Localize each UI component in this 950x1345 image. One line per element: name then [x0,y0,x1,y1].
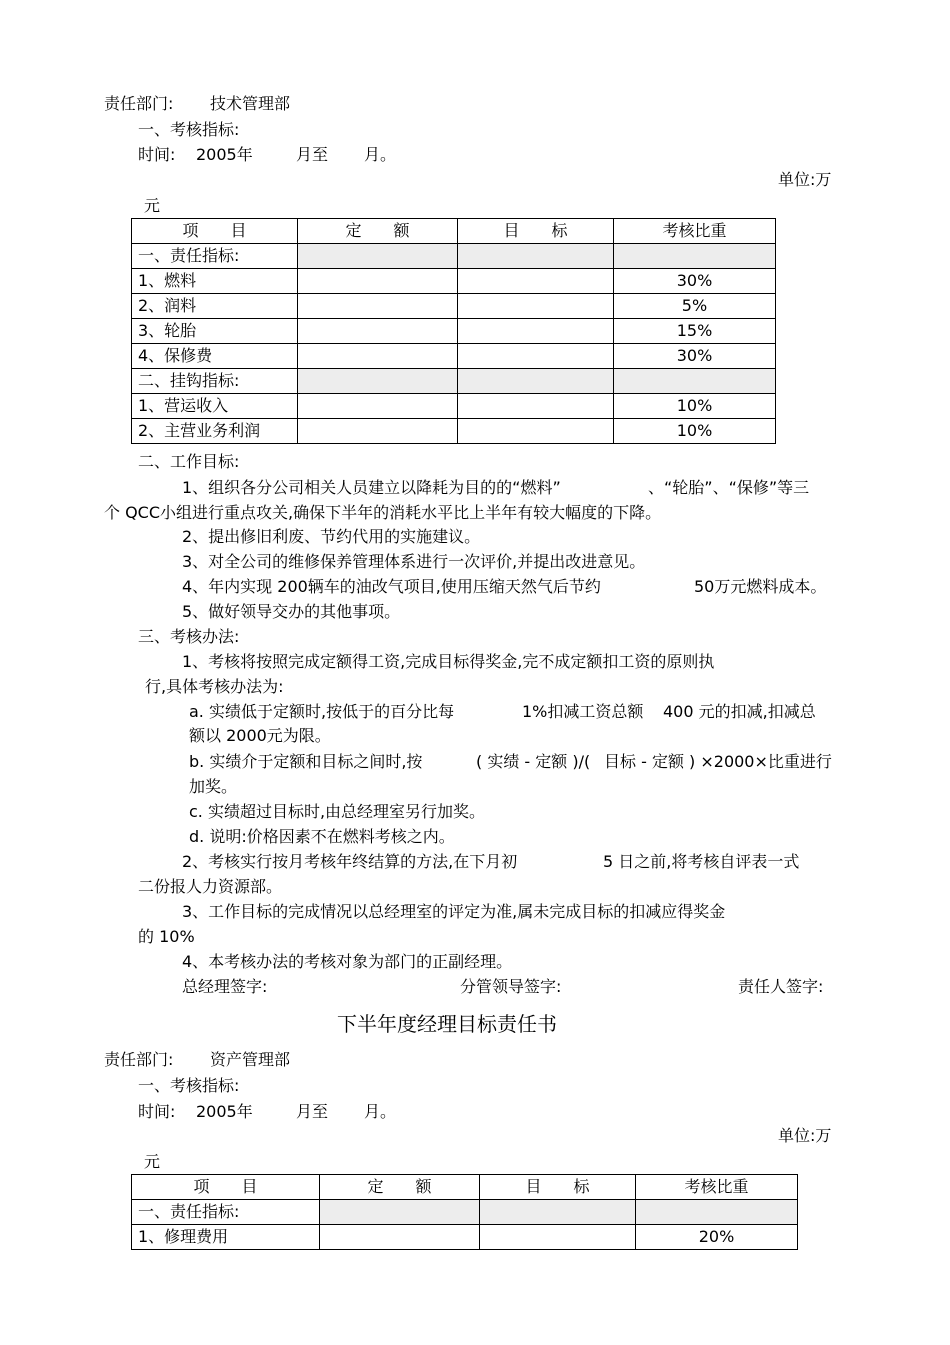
row-quota [298,344,458,369]
method-b-line1-part-a: b. 实绩介于定额和目标之间时,按 [189,752,423,771]
row-quota [320,1225,480,1250]
row-item: 2、主营业务利润 [132,419,298,444]
method-b-line1-part-c: 目标 - 定额 ) ×2000×比重进行 [604,752,832,771]
row-target [480,1200,636,1225]
method-b-line1-part-b: ( 实绩 - 定额 )/( [476,752,591,771]
dept-label: 责任部门: [104,94,174,113]
goal-1-part-b: 、“轮胎”、“保修”等三 [648,478,810,497]
goal-5: 5、做好领导交办的其他事项。 [182,602,401,621]
goal-4-part-b: 50万元燃料成本。 [694,577,827,596]
indicator-table-2 [131,1174,798,1250]
method-d: d. 说明:价格因素不在燃料考核之内。 [189,827,455,846]
time-month-to-2: 月。 [364,1102,397,1121]
header-quota: 定 额 [320,1175,480,1200]
table-header-row [132,1175,798,1200]
goal-1-part-a: 1、组织各分公司相关人员建立以降耗为目的的“燃料” [182,478,561,497]
row-target [458,294,614,319]
header-quota: 定 额 [298,219,458,244]
row-item: 一、责任指标: [132,244,298,269]
time-label: 时间: [138,145,176,164]
row-quota [298,294,458,319]
method-c: c. 实绩超过目标时,由总经理室另行加奖。 [189,802,486,821]
signature-supervising-leader: 分管领导签字: [460,977,562,996]
method-b-line2: 加奖。 [189,777,238,796]
row-quota [298,394,458,419]
table-row [132,344,776,369]
header-target: 目 标 [458,219,614,244]
method-4: 4、本考核办法的考核对象为部门的正副经理。 [182,952,513,971]
unit-tail: 元 [144,196,161,215]
time-year: 2005年 [196,145,253,164]
method-1-part-b: 行,具体考核办法为: [145,677,284,696]
row-target [458,269,614,294]
method-2-part-c: 二份报人力资源部。 [138,877,283,896]
section-assessment-method: 三、考核办法: [138,627,240,646]
goal-3: 3、对全公司的维修保养管理体系进行一次评价,并提出改进意见。 [182,552,646,571]
time-month-to: 月。 [364,145,397,164]
row-weight: 10% [614,394,776,419]
method-2-part-a: 2、考核实行按月考核年终结算的方法,在下月初 [182,852,518,871]
method-3-part-a: 3、工作目标的完成情况以总经理室的评定为准,属未完成目标的扣减应得奖金 [182,902,726,921]
table-row [132,394,776,419]
header-item: 项 目 [132,1175,320,1200]
section-assessment-indicators-2: 一、考核指标: [138,1076,240,1095]
unit-tail-2: 元 [144,1152,161,1171]
signature-general-manager: 总经理签字: [182,977,268,996]
indicator-table [131,218,776,444]
goal-2: 2、提出修旧利废、节约代用的实施建议。 [182,527,481,546]
row-weight: 20% [636,1225,798,1250]
header-target: 目 标 [480,1175,636,1200]
row-item: 2、润料 [132,294,298,319]
signature-responsible-person: 责任人签字: [738,977,824,996]
row-target [458,419,614,444]
time-month-from-2: 月至 [296,1102,329,1121]
table-row [132,319,776,344]
header-item: 项 目 [132,219,298,244]
time-month-from: 月至 [296,145,329,164]
method-2-part-b: 5 日之前,将考核自评表一式 [603,852,800,871]
row-quota [320,1200,480,1225]
row-target [480,1225,636,1250]
table-header-row [132,219,776,244]
dept-value-2: 资产管理部 [210,1050,291,1069]
table-row [132,369,776,394]
row-item: 4、保修费 [132,344,298,369]
row-weight: 5% [614,294,776,319]
method-1-part-a: 1、考核将按照完成定额得工资,完成目标得奖金,完不成定额扣工资的原则执 [182,652,715,671]
table-row [132,1200,798,1225]
row-item: 1、营运收入 [132,394,298,419]
row-quota [298,244,458,269]
row-weight [614,244,776,269]
method-a-line1-part-c: 400 元的扣减,扣减总 [663,702,816,721]
row-item: 二、挂钩指标: [132,369,298,394]
row-target [458,244,614,269]
goal-4-part-a: 4、年内实现 200辆车的油改气项目,使用压缩天然气后节约 [182,577,601,596]
table-row [132,269,776,294]
row-target [458,319,614,344]
row-target [458,344,614,369]
dept-value: 技术管理部 [210,94,291,113]
time-year-2: 2005年 [196,1102,253,1121]
header-weight: 考核比重 [636,1175,798,1200]
table-row [132,294,776,319]
row-item: 一、责任指标: [132,1200,320,1225]
table-row [132,419,776,444]
row-target [458,394,614,419]
row-target [458,369,614,394]
unit-label: 单位:万 [778,170,832,189]
method-a-line1-part-b: 1%扣减工资总额 [522,702,644,721]
row-weight: 30% [614,344,776,369]
table-row [132,1225,798,1250]
row-quota [298,269,458,294]
row-weight [636,1200,798,1225]
row-quota [298,419,458,444]
dept-label-2: 责任部门: [104,1050,174,1069]
section-assessment-indicators: 一、考核指标: [138,120,240,139]
row-weight: 10% [614,419,776,444]
row-weight [614,369,776,394]
method-a-line1-part-a: a. 实绩低于定额时,按低于的百分比每 [189,702,455,721]
method-a-line2: 额以 2000元为限。 [189,726,331,745]
goal-1-part-c: 个 QCC小组进行重点攻关,确保下半年的消耗水平比上半年有较大幅度的下降。 [104,503,662,522]
row-weight: 30% [614,269,776,294]
row-quota [298,369,458,394]
unit-label-2: 单位:万 [778,1126,832,1145]
row-weight: 15% [614,319,776,344]
table-row [132,244,776,269]
row-item: 1、燃料 [132,269,298,294]
time-label-2: 时间: [138,1102,176,1121]
header-weight: 考核比重 [614,219,776,244]
row-item: 3、轮胎 [132,319,298,344]
method-3-part-b: 的 10% [138,927,195,946]
document-title: 下半年度经理目标责任书 [337,1012,557,1036]
row-quota [298,319,458,344]
section-work-goals: 二、工作目标: [138,452,240,471]
row-item: 1、修理费用 [132,1225,320,1250]
